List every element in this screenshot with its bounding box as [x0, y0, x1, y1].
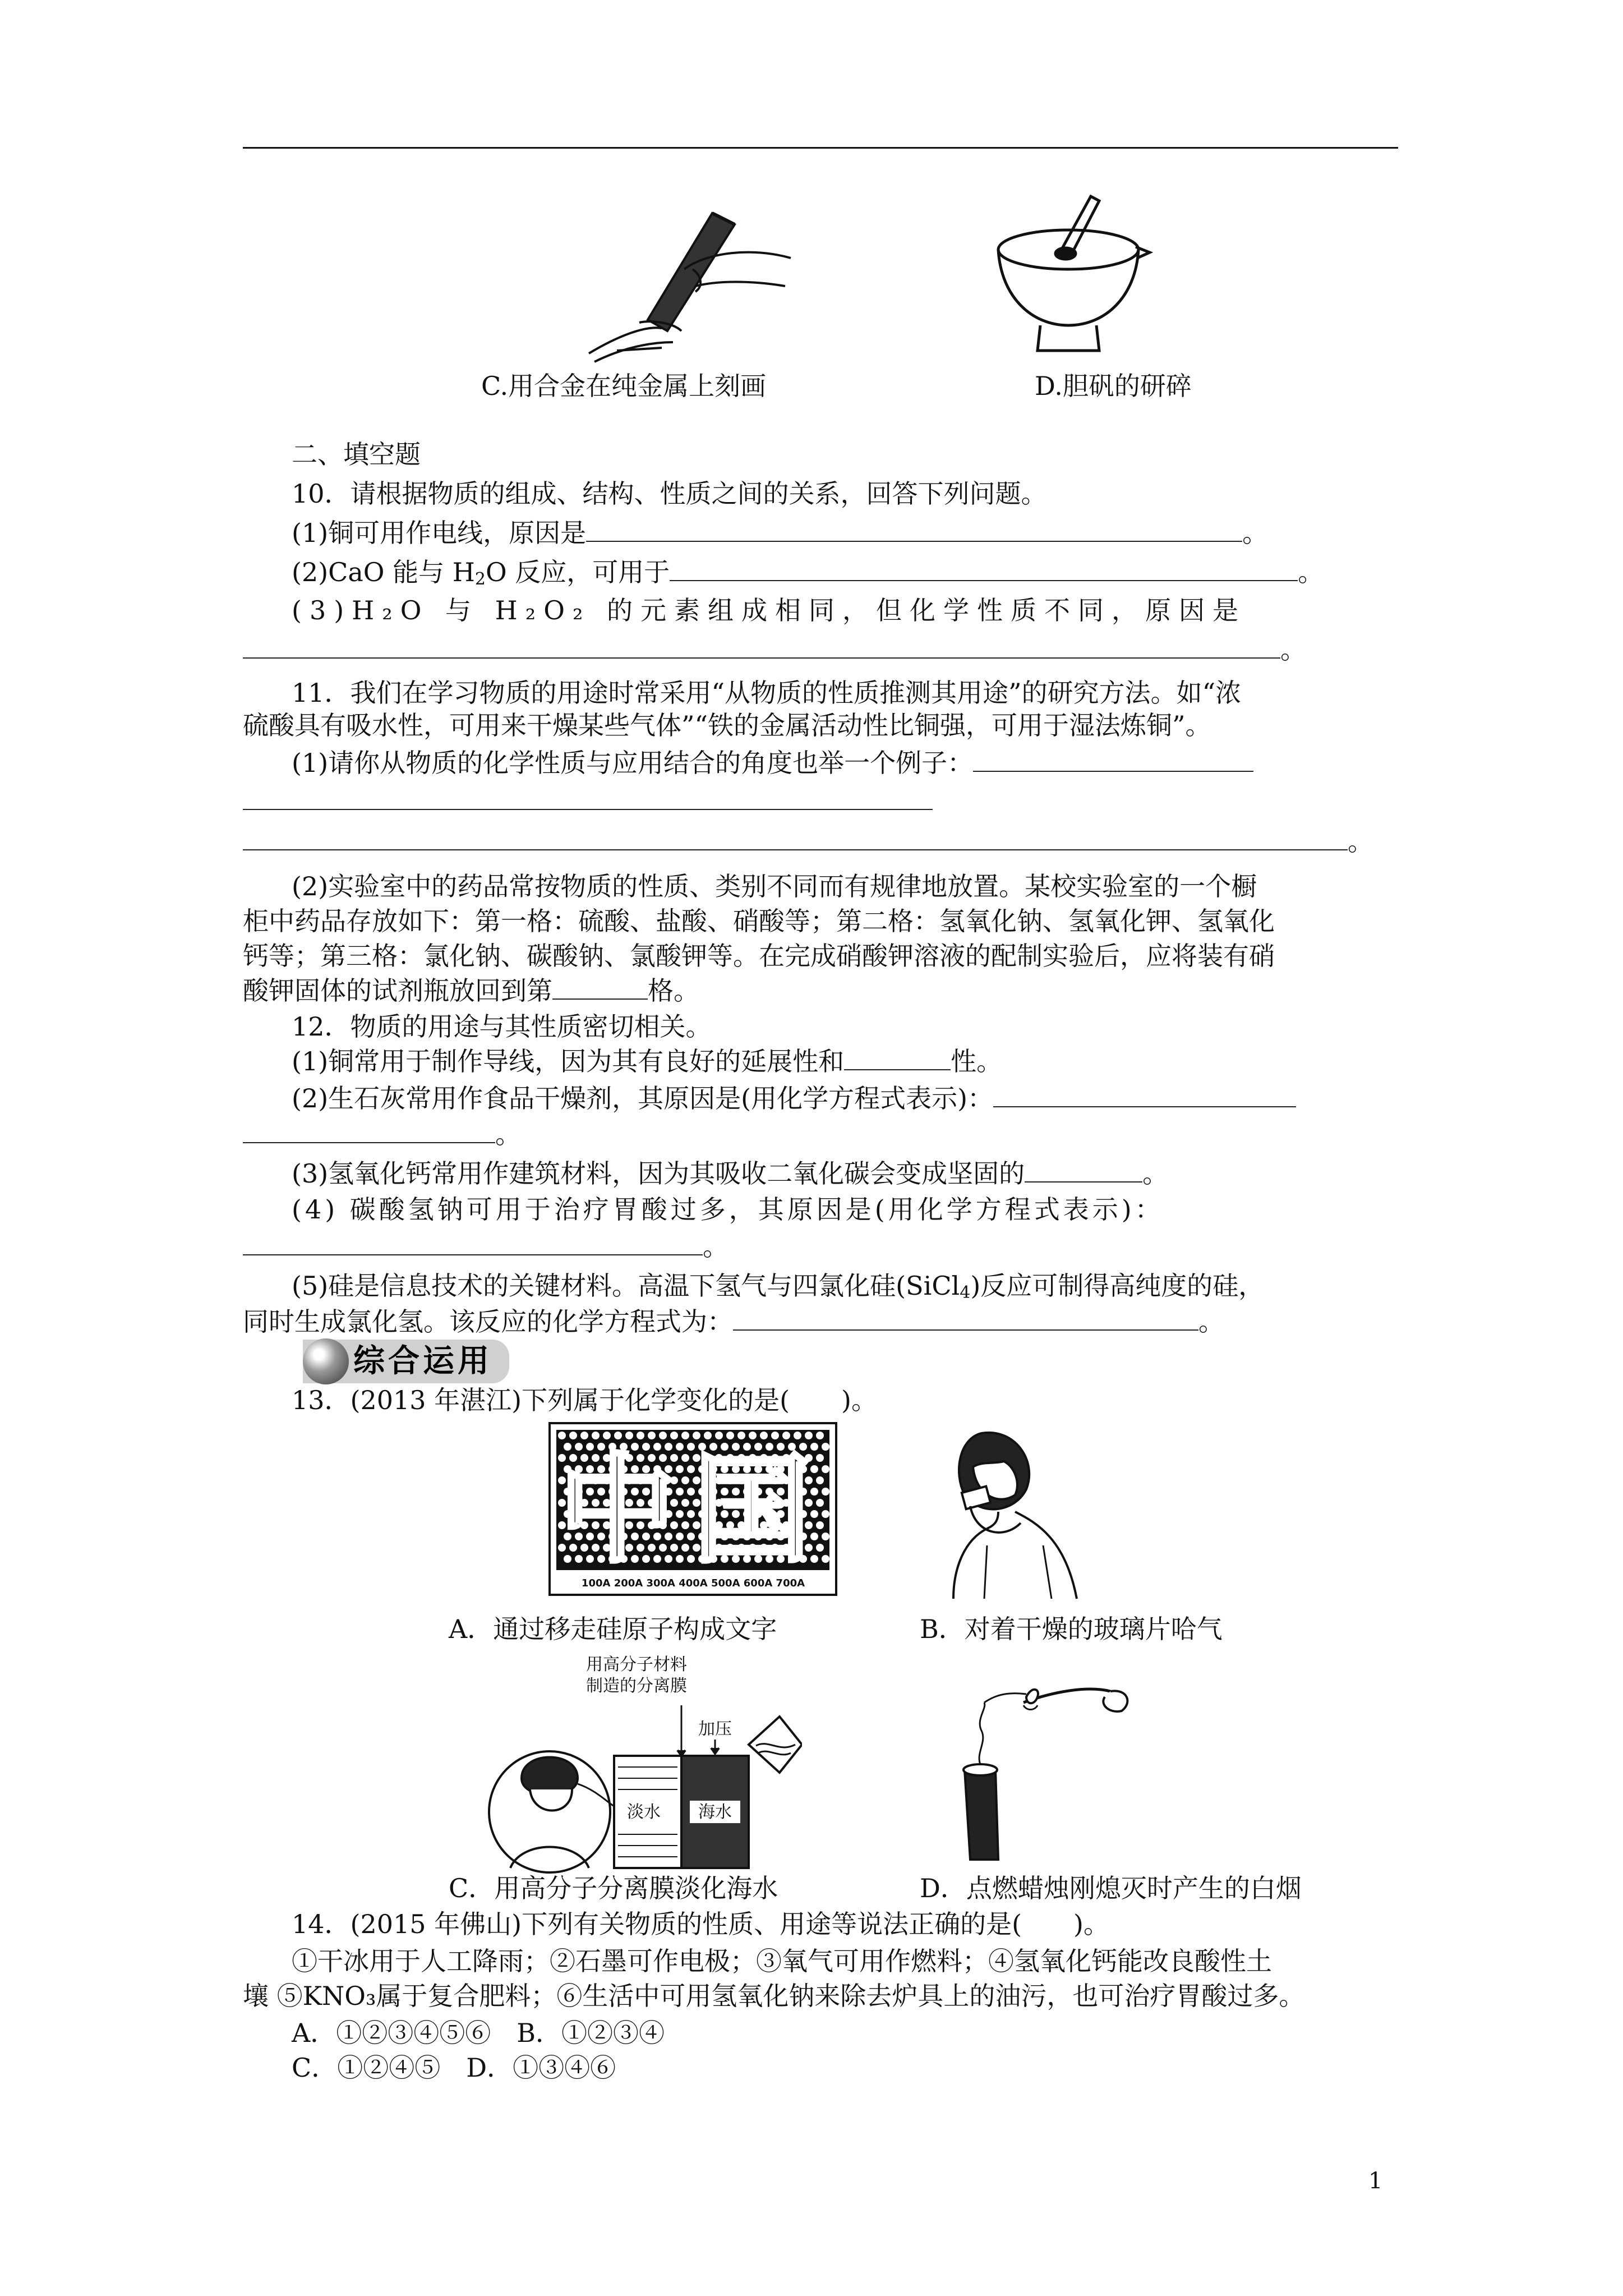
figure-desalination	[488, 1700, 802, 1890]
q10-part1-text: (1)铜可用作电线，原因是	[292, 518, 587, 548]
q13-option-d: D．点燃蜡烛刚熄灭时产生的白烟	[920, 1873, 1302, 1903]
q12-part2	[292, 1082, 1296, 1115]
atom-dot	[704, 1432, 712, 1439]
q11-part2-line1: (2)实验室中的药品常按物质的性质、类别不同而有规律地放置。某校实验室的一个橱	[292, 871, 1257, 901]
q12-part1	[292, 1045, 1002, 1078]
q11-part2-line4	[243, 974, 699, 1007]
q14-options-ab: A．①②③④⑤⑥ B．①②③④	[292, 2018, 665, 2048]
fig-c-sea: 海水	[698, 1802, 732, 1822]
figure-candle-smoke	[942, 1680, 1133, 1865]
q13-stem: 13．(2013 年湛江)下列属于化学变化的是( )。	[292, 1385, 878, 1415]
q12-part4-blank[interactable]	[243, 1230, 703, 1255]
q11-part1-blank-2[interactable]	[243, 784, 933, 810]
q11-part1-line3	[243, 825, 1373, 858]
q12-part3-text: (3)氢氧化钙常用作建筑材料，因为其吸收二氧化碳会变成坚固的	[292, 1158, 1025, 1189]
q10-stem: 10．请根据物质的组成、结构、性质之间的关系，回答下列问题。	[292, 478, 1047, 509]
q11-line1: 11．我们在学习物质的用途时常采用“从物质的性质推测其用途”的研究方法。如“浓	[292, 678, 1242, 708]
q12-part1-blank[interactable]	[844, 1045, 951, 1070]
q10-part2: (2)CaO 能与 $H_2O$ 反应，可用于 。	[292, 555, 1324, 596]
banner-title: 综合运用	[303, 1340, 509, 1383]
atom-dot	[648, 1432, 656, 1439]
q12-part4-end: 。	[703, 1231, 728, 1262]
q11-part2-line4-text: 酸钾固体的试剂瓶放回到第	[243, 976, 552, 1006]
q10-part1	[292, 516, 1268, 550]
q12-part5-text-a: (5)硅是信息技术的关键材料。高温下氢气与四氯化硅(SiCl	[292, 1271, 960, 1301]
section-heading-fill: 二、填空题	[292, 439, 421, 470]
q12-part2-blank-2[interactable]	[243, 1117, 495, 1143]
q11-part1-end: 。	[1348, 826, 1373, 857]
figure-alloy-scratch	[583, 202, 796, 365]
q12-part2-blank[interactable]	[993, 1082, 1296, 1107]
q10-part3-end: 。	[1280, 634, 1306, 665]
q14-stem: 14．(2015 年佛山)下列有关物质的性质、用途等说法正确的是( )。	[292, 1909, 1110, 1939]
fig-c-label-1: 用高分子材料	[586, 1655, 687, 1674]
caption-c: C.用合金在纯金属上刻画	[481, 371, 767, 401]
q12-part3-end: 。	[1142, 1158, 1169, 1189]
q14-line1: ①干冰用于人工降雨；②石墨可作电极；③氧气可用作燃料；④氢氧化钙能改良酸性土	[292, 1946, 1272, 1976]
q12-part3-blank[interactable]	[1025, 1157, 1142, 1182]
q11-line2: 硫酸具有吸水性，可用来干燥某些气体”“铁的金属活动性比铜强，可用于湿法炼铜”。	[243, 710, 1211, 740]
atom-dot	[816, 1432, 824, 1439]
q10-part3-answer	[243, 633, 1306, 666]
q10-part1-blank[interactable]	[586, 516, 1242, 542]
q11-part2-line4-end: 格。	[648, 976, 699, 1006]
fig-c-label-2: 制造的分离膜	[586, 1676, 687, 1696]
atom-dot	[749, 1432, 757, 1439]
q11-part1-blank-3[interactable]	[243, 825, 1348, 850]
q12-part1-end: 性。	[951, 1046, 1003, 1076]
atom-dot	[592, 1432, 600, 1439]
atom-dot	[659, 1432, 667, 1439]
q11-part2-blank[interactable]	[552, 974, 648, 1000]
q10-part2-text-b: O 反应，可用于	[485, 557, 670, 587]
q12-part2-end: 。	[495, 1119, 521, 1149]
figure-mortar-pestle	[987, 191, 1155, 365]
q11-part2-line3: 钙等；第三格：氯化钠、碳酸钠、氯酸钾等。在完成硝酸钾溶液的配制实验后，应将装有硝	[243, 941, 1275, 971]
atom-dot	[614, 1432, 622, 1439]
atom-dot	[625, 1432, 633, 1439]
atom-dot	[794, 1432, 801, 1439]
q10-part1-end: 。	[1242, 518, 1269, 548]
atom-dot	[805, 1432, 813, 1439]
q10-part3-blank[interactable]	[243, 633, 1280, 659]
atom-dot	[760, 1432, 768, 1439]
q12-part5-line1: (5)硅是信息技术的关键材料。高温下氢气与四氯化硅(SiCl$_4$)反应可制得高纯度的硅，	[292, 1271, 1265, 1303]
fig-c-fresh: 淡水	[627, 1802, 661, 1822]
atom-dot	[771, 1432, 779, 1439]
q12-part2-line2	[243, 1117, 521, 1151]
q10-part2-blank[interactable]	[670, 555, 1298, 581]
q11-part1	[292, 746, 1253, 780]
fig-c-pressure: 加压	[698, 1719, 732, 1739]
q12-part4-line2	[243, 1230, 728, 1263]
atom-dot	[782, 1432, 790, 1439]
fig-a-scale: 100A 200A 300A 400A 500A 600A 700A	[581, 1577, 805, 1589]
q12-part3	[292, 1157, 1168, 1190]
q12-part5-blank[interactable]	[733, 1305, 1198, 1331]
figure-silicon-atoms	[548, 1422, 837, 1596]
page-number: 1	[1368, 2168, 1383, 2194]
atom-dot	[569, 1432, 577, 1439]
q12-part5-text-b: )反应可制得高纯度的硅，	[970, 1271, 1265, 1301]
q13-option-a: A．通过移走硅原子构成文字	[449, 1614, 777, 1644]
atom-dot	[580, 1432, 588, 1439]
atom-dot	[637, 1432, 644, 1439]
atom-dot	[726, 1432, 734, 1439]
q10-part3: (3)H₂O 与 H₂O₂ 的元素组成相同，但化学性质不同，原因是	[292, 595, 1247, 625]
atom-dot	[603, 1432, 611, 1439]
banner-ball-icon	[303, 1338, 349, 1384]
q11-part1-blank[interactable]	[973, 746, 1253, 772]
q12-part1-text: (1)铜常用于制作导线，因为其有良好的延展性和	[292, 1046, 845, 1076]
q12-part4: (4) 碳酸氢钠可用于治疗胃酸过多，其原因是(用化学方程式表示)：	[292, 1194, 1164, 1225]
q10-part2-end: 。	[1298, 557, 1324, 587]
q12-part5-end: 。	[1198, 1306, 1224, 1337]
atom-dot	[715, 1432, 723, 1439]
q13-option-c: C．用高分子分离膜淡化海水	[449, 1873, 778, 1903]
q12-part5-text-c: 同时生成氯化氢。该反应的化学方程式为：	[243, 1306, 733, 1337]
q11-part1-line2	[243, 784, 933, 818]
section-banner	[303, 1340, 509, 1383]
atom-dot	[681, 1432, 689, 1439]
atom-dot	[693, 1432, 700, 1439]
q12-part5-line2	[243, 1305, 1224, 1338]
q11-part2-line2: 柜中药品存放如下：第一格：硫酸、盐酸、硝酸等；第二格：氢氧化钠、氢氧化钾、氢氧化	[243, 906, 1275, 936]
figure-girl-breathing	[931, 1422, 1099, 1602]
q11-part1-text: (1)请你从物质的化学性质与应用结合的角度也举一个例子：	[292, 748, 974, 778]
caption-d: D.胆矾的研碎	[1035, 371, 1192, 401]
atom-dot	[670, 1432, 678, 1439]
atom-dot	[558, 1432, 566, 1439]
atom-dot	[737, 1432, 745, 1439]
q10-part2-text-a: (2)CaO 能与 H	[292, 557, 475, 587]
fig-a-chars: 中国	[558, 1442, 828, 1579]
q12-part2-text: (2)生石灰常用作食品干燥剂，其原因是(用化学方程式表示)：	[292, 1083, 994, 1114]
q13-option-b: B．对着干燥的玻璃片哈气	[920, 1614, 1223, 1644]
header-rule	[243, 147, 1398, 149]
q12-stem: 12．物质的用途与其性质密切相关。	[292, 1011, 712, 1042]
q14-options-cd: C．①②④⑤ D．①③④⑥	[292, 2053, 616, 2083]
q14-line2: 壤 ⑤KNO₃属于复合肥料；⑥生活中可用氢氧化钠来除去炉具上的油污，也可治疗胃酸过多。	[243, 1981, 1305, 2011]
